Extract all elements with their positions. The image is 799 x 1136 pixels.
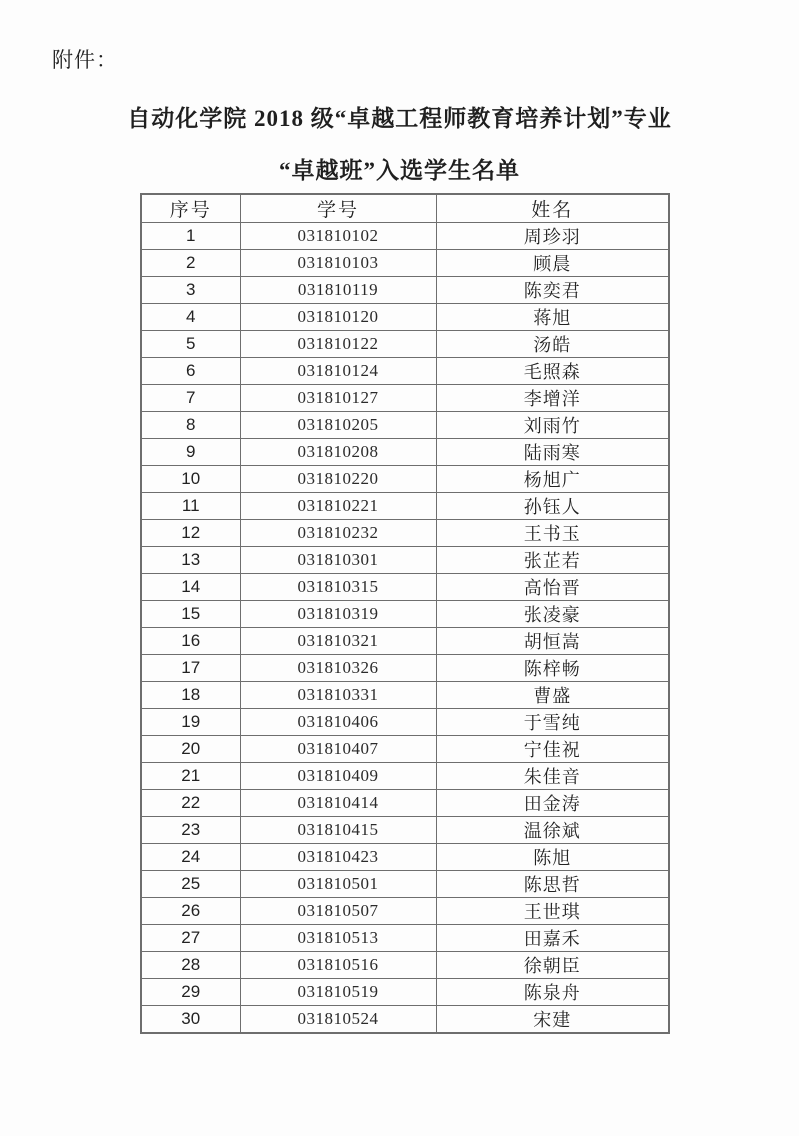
name-cell: 蒋旭 — [436, 304, 669, 331]
student-id-cell: 031810120 — [240, 304, 436, 331]
name-cell: 毛照森 — [436, 358, 669, 385]
name-cell: 陈梓畅 — [436, 655, 669, 682]
name-cell: 田金涛 — [436, 790, 669, 817]
table-row — [141, 952, 669, 979]
seq-cell: 26 — [141, 898, 240, 925]
table-row — [141, 466, 669, 493]
table-row — [141, 817, 669, 844]
student-id-cell: 031810208 — [240, 439, 436, 466]
student-id-cell: 031810406 — [240, 709, 436, 736]
table-row — [141, 574, 669, 601]
name-cell: 于雪纯 — [436, 709, 669, 736]
table-row — [141, 385, 669, 412]
attachment-label: 附件： — [52, 48, 118, 72]
name-cell: 陈泉舟 — [436, 979, 669, 1006]
student-id-cell: 031810321 — [240, 628, 436, 655]
table-row — [141, 601, 669, 628]
name-cell: 张凌豪 — [436, 601, 669, 628]
student-id-cell: 031810127 — [240, 385, 436, 412]
student-id-cell: 031810301 — [240, 547, 436, 574]
seq-cell: 9 — [141, 439, 240, 466]
table-row — [141, 628, 669, 655]
table-row — [141, 439, 669, 466]
seq-cell: 5 — [141, 331, 240, 358]
seq-cell: 4 — [141, 304, 240, 331]
student-id-cell: 031810513 — [240, 925, 436, 952]
name-cell: 刘雨竹 — [436, 412, 669, 439]
name-cell: 陈思哲 — [436, 871, 669, 898]
seq-cell: 11 — [141, 493, 240, 520]
seq-cell: 27 — [141, 925, 240, 952]
table-row — [141, 790, 669, 817]
document-title-line1: 自动化学院 2018 级“卓越工程师教育培养计划”专业 — [127, 106, 672, 131]
table-row — [141, 736, 669, 763]
student-id-cell: 031810122 — [240, 331, 436, 358]
student-id-cell: 031810124 — [240, 358, 436, 385]
name-cell: 汤皓 — [436, 331, 669, 358]
table-row — [141, 898, 669, 925]
seq-cell: 15 — [141, 601, 240, 628]
student-id-cell: 031810319 — [240, 601, 436, 628]
table-row — [141, 304, 669, 331]
table-row — [141, 844, 669, 871]
table-row — [141, 493, 669, 520]
student-id-cell: 031810415 — [240, 817, 436, 844]
table-row — [141, 547, 669, 574]
name-cell: 孙钰人 — [436, 493, 669, 520]
table-row — [141, 655, 669, 682]
student-roster-table — [140, 193, 670, 1034]
seq-cell: 6 — [141, 358, 240, 385]
student-id-cell: 031810221 — [240, 493, 436, 520]
name-cell: 杨旭广 — [436, 466, 669, 493]
name-cell: 胡恒嵩 — [436, 628, 669, 655]
table-row — [141, 1006, 669, 1034]
seq-cell: 16 — [141, 628, 240, 655]
student-id-cell: 031810315 — [240, 574, 436, 601]
table-row — [141, 871, 669, 898]
student-id-cell: 031810524 — [240, 1006, 436, 1034]
name-cell: 周珍羽 — [436, 223, 669, 250]
name-cell: 徐朝臣 — [436, 952, 669, 979]
name-cell: 温徐斌 — [436, 817, 669, 844]
student-id-cell: 031810407 — [240, 736, 436, 763]
student-id-cell: 031810119 — [240, 277, 436, 304]
seq-cell: 7 — [141, 385, 240, 412]
seq-cell: 10 — [141, 466, 240, 493]
table-row — [141, 520, 669, 547]
student-id-cell: 031810331 — [240, 682, 436, 709]
seq-cell: 17 — [141, 655, 240, 682]
student-id-cell: 031810205 — [240, 412, 436, 439]
name-cell: 陈奕君 — [436, 277, 669, 304]
name-cell: 宁佳祝 — [436, 736, 669, 763]
seq-cell: 20 — [141, 736, 240, 763]
student-id-cell: 031810516 — [240, 952, 436, 979]
table-row — [141, 277, 669, 304]
table-row — [141, 682, 669, 709]
student-id-cell: 031810519 — [240, 979, 436, 1006]
name-cell: 曹盛 — [436, 682, 669, 709]
seq-cell: 3 — [141, 277, 240, 304]
table-row — [141, 979, 669, 1006]
header-name: 姓名 — [436, 194, 669, 223]
seq-cell: 12 — [141, 520, 240, 547]
seq-cell: 19 — [141, 709, 240, 736]
student-id-cell: 031810414 — [240, 790, 436, 817]
seq-cell: 2 — [141, 250, 240, 277]
student-id-cell: 031810507 — [240, 898, 436, 925]
student-id-cell: 031810423 — [240, 844, 436, 871]
seq-cell: 13 — [141, 547, 240, 574]
student-id-cell: 031810409 — [240, 763, 436, 790]
seq-cell: 21 — [141, 763, 240, 790]
name-cell: 顾晨 — [436, 250, 669, 277]
student-id-cell: 031810232 — [240, 520, 436, 547]
name-cell: 王世琪 — [436, 898, 669, 925]
table-row — [141, 250, 669, 277]
student-id-cell: 031810103 — [240, 250, 436, 277]
header-seq: 序号 — [141, 194, 240, 223]
table-row — [141, 358, 669, 385]
seq-cell: 28 — [141, 952, 240, 979]
table-row — [141, 925, 669, 952]
seq-cell: 18 — [141, 682, 240, 709]
name-cell: 王书玉 — [436, 520, 669, 547]
table-body — [141, 223, 669, 1034]
name-cell: 陆雨寒 — [436, 439, 669, 466]
name-cell: 高怡晋 — [436, 574, 669, 601]
student-id-cell: 031810220 — [240, 466, 436, 493]
name-cell: 田嘉禾 — [436, 925, 669, 952]
seq-cell: 23 — [141, 817, 240, 844]
seq-cell: 30 — [141, 1006, 240, 1034]
name-cell: 朱佳音 — [436, 763, 669, 790]
name-cell: 张芷若 — [436, 547, 669, 574]
seq-cell: 29 — [141, 979, 240, 1006]
seq-cell: 8 — [141, 412, 240, 439]
seq-cell: 25 — [141, 871, 240, 898]
name-cell: 陈旭 — [436, 844, 669, 871]
name-cell: 宋建 — [436, 1006, 669, 1034]
name-cell: 李增洋 — [436, 385, 669, 412]
seq-cell: 24 — [141, 844, 240, 871]
seq-cell: 14 — [141, 574, 240, 601]
table-row — [141, 223, 669, 250]
seq-cell: 1 — [141, 223, 240, 250]
student-id-cell: 031810326 — [240, 655, 436, 682]
table-row — [141, 412, 669, 439]
table-header-row — [141, 194, 669, 223]
table-row — [141, 709, 669, 736]
student-id-cell: 031810102 — [240, 223, 436, 250]
document-title-line2: “卓越班”入选学生名单 — [279, 158, 520, 183]
table-row — [141, 763, 669, 790]
table-row — [141, 331, 669, 358]
student-id-cell: 031810501 — [240, 871, 436, 898]
seq-cell: 22 — [141, 790, 240, 817]
header-student-id: 学号 — [240, 194, 436, 223]
